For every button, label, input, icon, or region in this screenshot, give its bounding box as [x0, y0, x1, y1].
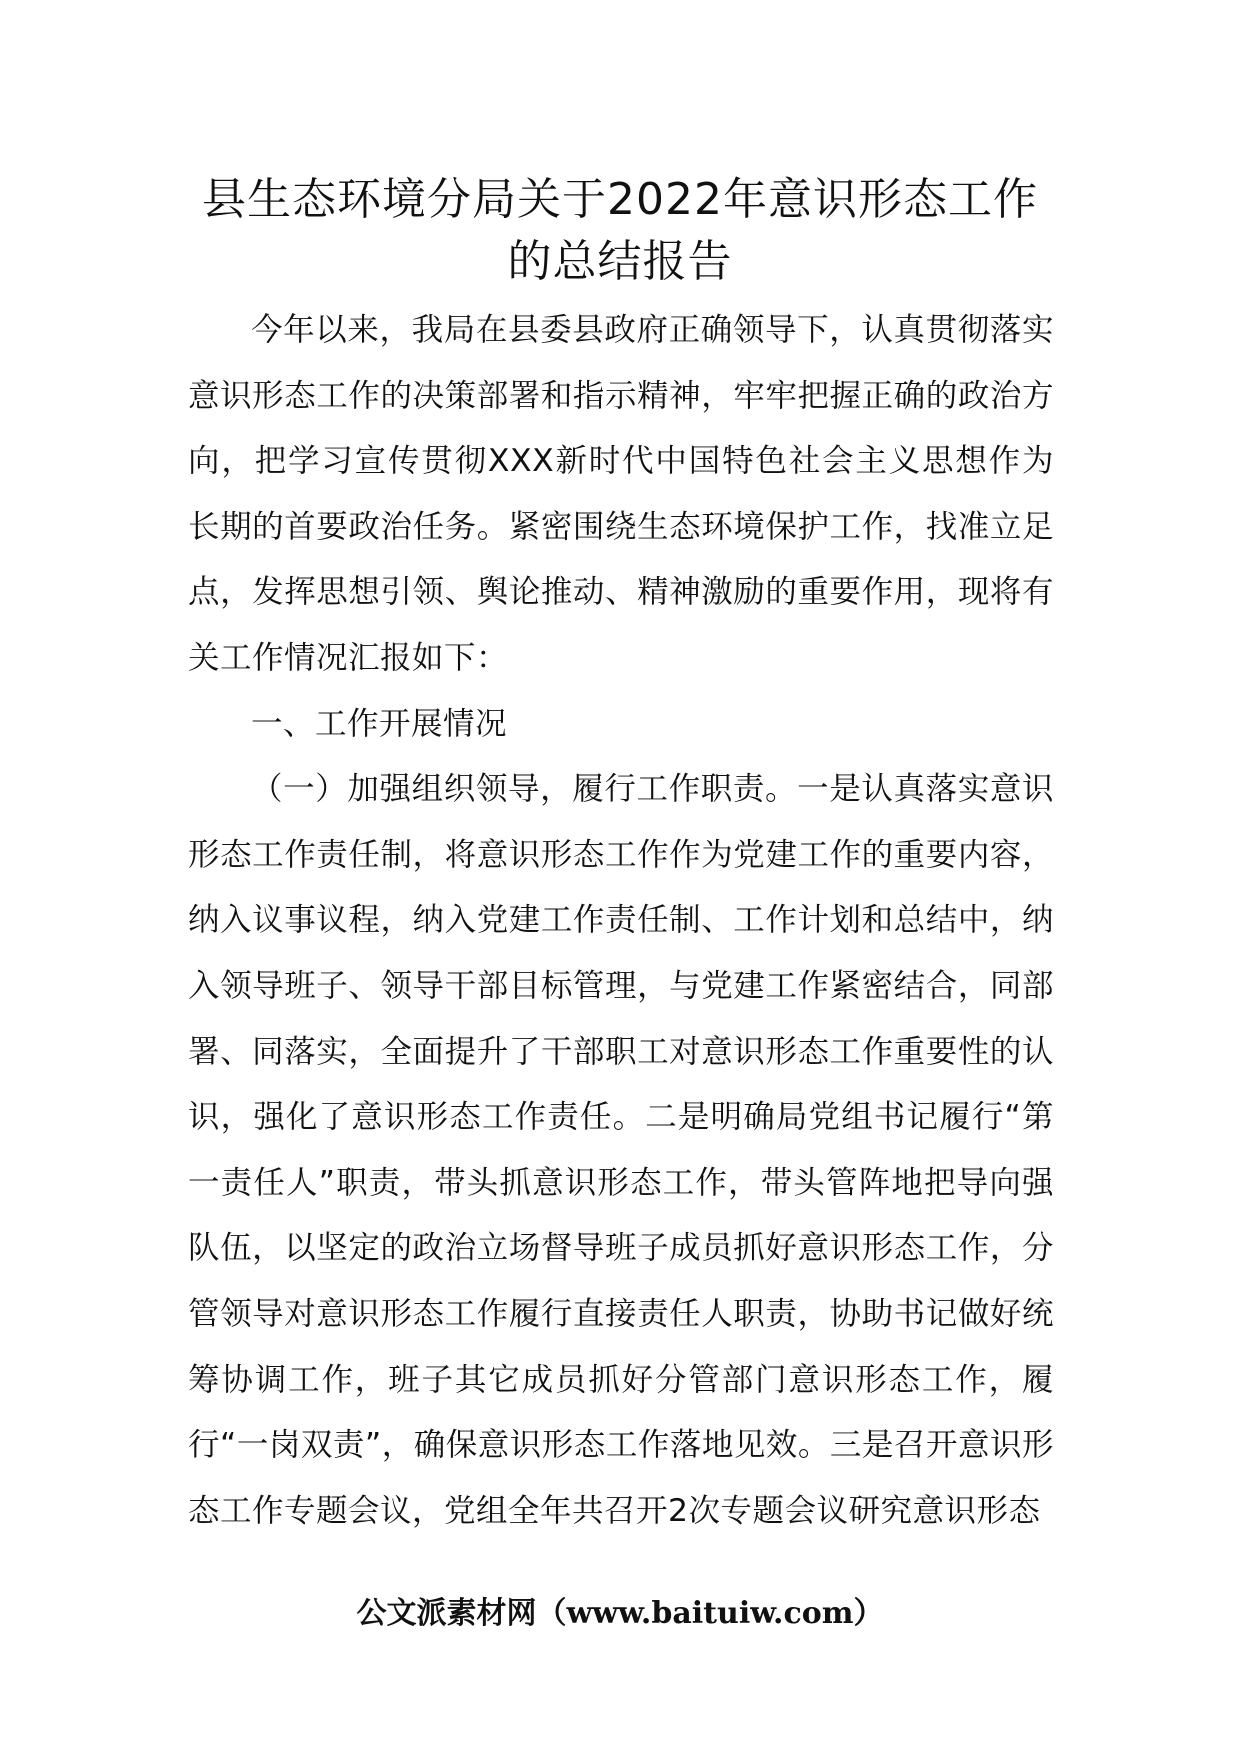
subsection-paragraph-organization: （一）加强组织领导，履行工作职责。一是认真落实意识形态工作责任制，将意识形态工作作为党建工作的重要内容，纳入议事议程，纳入党建工作责任制、工作计划和总结中，纳入领导班子、领导干部目标管理，与党建工作紧密结合，同部署、同落实，全面提升了干部职工对意识形态工作重要性的认识，强化了意识形态工作责任。二是明确局党组书记履行“第一责任人”职责，带头抓意识形态工作，带头管阵地把导向强队伍，以坚定的政治立场督导班子成员抓好意识形态工作，分管领导对意识形态工作履行直接责任人职责，协助书记做好统筹协调工作，班子其它成员抓好分管部门意识形态工作，履行“一岗双责”，确保意识形态工作落地见效。三是召开意识形态工作专题会议，党组全年共召开2次专题会议研究意识形态 [188, 771, 1054, 1529]
document-title-line-2: 的总结报告 [507, 236, 733, 287]
document-title-line-1: 县生态环境分局关于2022年意识形态工作 [202, 174, 1038, 225]
document-body [188, 298, 1054, 1544]
footer-watermark: 公文派素材网（www.baituiw.com） [356, 1596, 884, 1631]
section-heading-work-progress: 一、工作开展情况 [251, 705, 508, 742]
intro-paragraph: 今年以来，我局在县委县政府正确领导下，认真贯彻落实意识形态工作的决策部署和指示精神，牢牢把握正确的政治方向，把学习宣传贯彻XXX新时代中国特色社会主义思想作为长期的首要政治任务。紧密围绕生态环境保护工作，找准立足点，发挥思想引领、舆论推动、精神激励的重要作用，现将有关工作情况汇报如下： [188, 312, 1054, 676]
